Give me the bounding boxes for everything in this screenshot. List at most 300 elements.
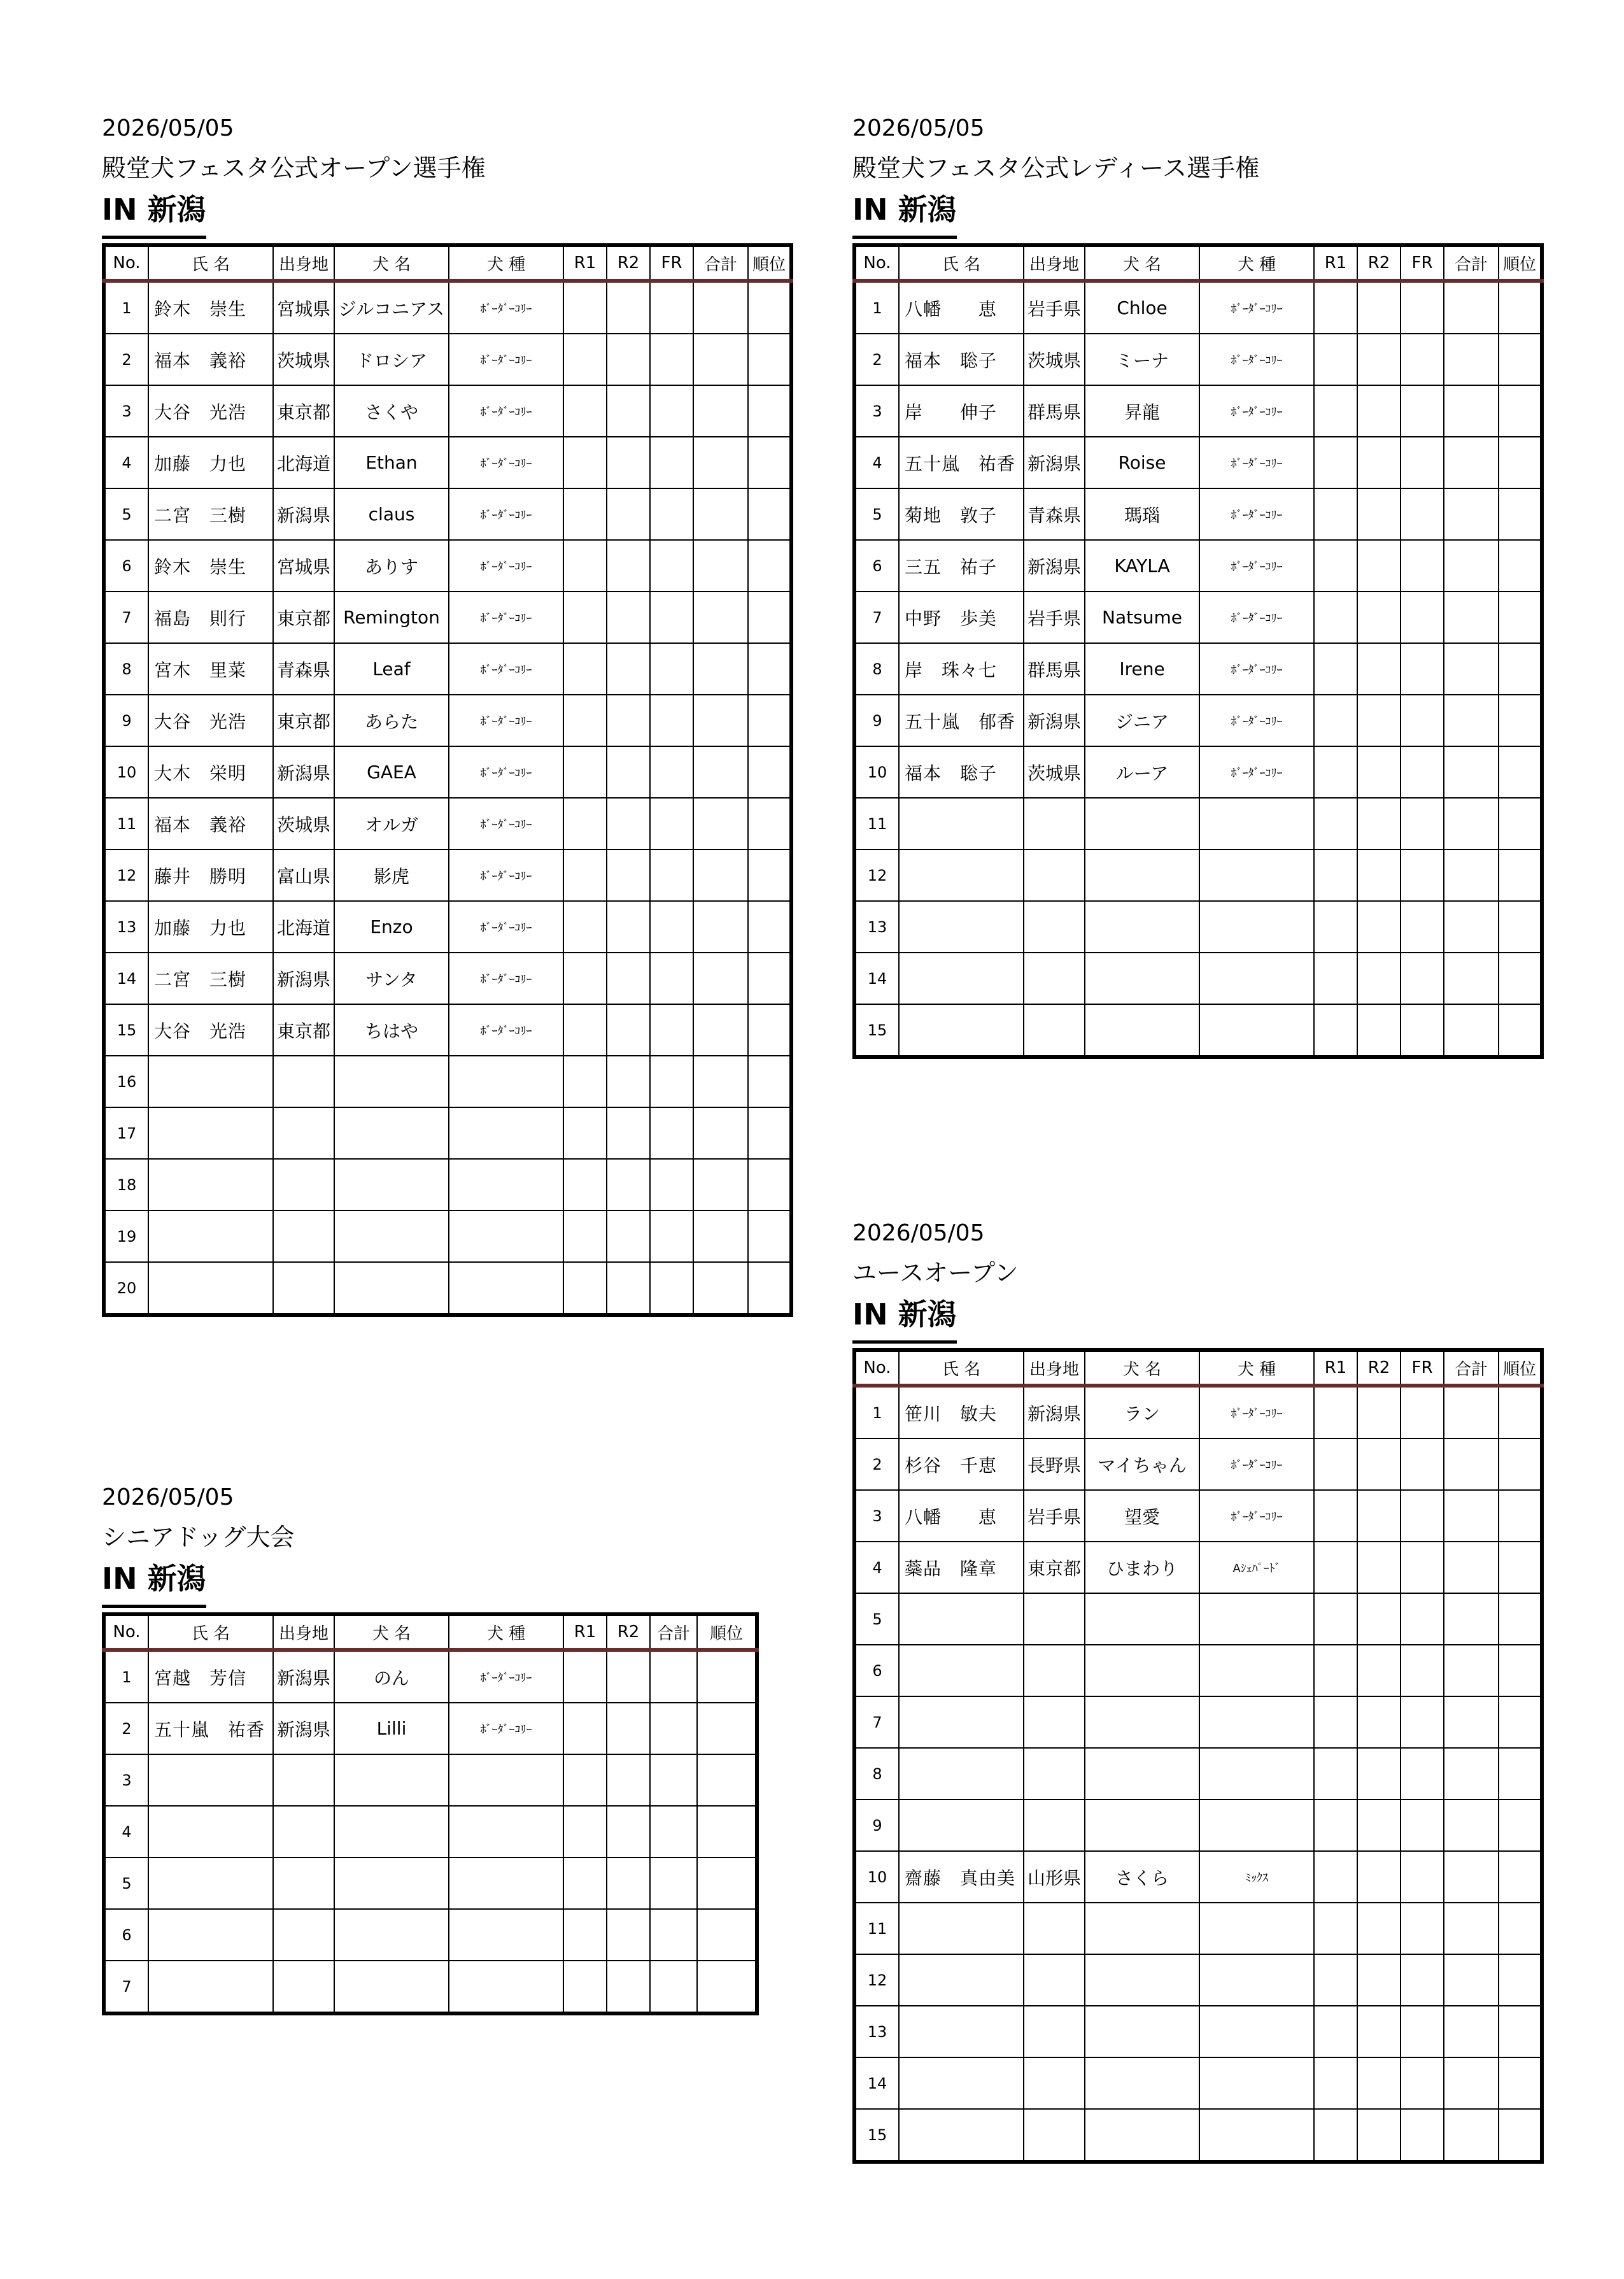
prefecture-cell — [1024, 1903, 1085, 1954]
score-cell — [563, 540, 607, 592]
score-cell — [1499, 2006, 1542, 2057]
dog-breed-cell: ﾎﾞｰﾀﾞｰｺﾘｰ — [1199, 695, 1314, 746]
score-cell — [1499, 1542, 1542, 1593]
score-cell — [563, 1210, 607, 1262]
dog-name-cell — [1085, 1696, 1199, 1748]
entry-number-cell: 11 — [854, 798, 899, 849]
column-header: 犬 名 — [1085, 1350, 1199, 1386]
dog-breed-cell — [1199, 849, 1314, 901]
handler-name-cell — [148, 1961, 273, 2013]
score-cell — [1401, 849, 1444, 901]
entry-number-cell: 2 — [854, 334, 899, 385]
score-cell — [1401, 385, 1444, 437]
entry-number-cell: 18 — [104, 1159, 148, 1210]
handler-name-cell — [899, 1696, 1024, 1748]
dog-breed-cell: ﾎﾞｰﾀﾞｰｺﾘｰ — [449, 437, 563, 488]
score-cell — [1314, 1954, 1357, 2006]
dog-breed-cell: ﾎﾞｰﾀﾞｰｺﾘｰ — [449, 746, 563, 798]
dog-name-cell: あらた — [334, 695, 449, 746]
score-cell — [693, 1159, 748, 1210]
open-section — [102, 115, 793, 1317]
score-cell — [1314, 2057, 1357, 2109]
column-header: 合計 — [1444, 245, 1499, 281]
score-cell — [1444, 2006, 1499, 2057]
score-cell — [1499, 488, 1542, 540]
score-cell — [1444, 849, 1499, 901]
score-cell — [693, 901, 748, 953]
column-header: FR — [650, 245, 693, 281]
score-cell — [607, 1857, 650, 1909]
entry-number-cell: 15 — [854, 1004, 899, 1057]
dog-name-cell: ちはや — [334, 1004, 449, 1056]
column-header: 犬 種 — [449, 245, 563, 281]
column-header: FR — [1401, 1350, 1444, 1386]
prefecture-cell: 群馬県 — [1024, 643, 1085, 695]
dog-breed-cell: ﾎﾞｰﾀﾞｰｺﾘｰ — [449, 592, 563, 643]
ladies-table — [852, 243, 1544, 1059]
entry-number-cell: 9 — [854, 1800, 899, 1851]
entry-number-cell: 10 — [854, 1851, 899, 1903]
dog-breed-cell: ﾎﾞｰﾀﾞｰｺﾘｰ — [449, 953, 563, 1004]
score-cell — [1314, 901, 1357, 953]
handler-name-cell: 宮越 芳信 — [148, 1650, 273, 1703]
column-header: 合計 — [693, 245, 748, 281]
score-cell — [693, 488, 748, 540]
score-cell — [748, 695, 791, 746]
score-cell — [650, 1262, 693, 1315]
handler-name-cell: 齋藤 真由美 — [899, 1851, 1024, 1903]
dog-name-cell — [334, 1056, 449, 1107]
dog-breed-cell: ﾎﾞｰﾀﾞｰｺﾘｰ — [449, 281, 563, 334]
score-cell — [1314, 1438, 1357, 1490]
score-cell — [1314, 1542, 1357, 1593]
column-header: No. — [854, 245, 899, 281]
prefecture-cell: 北海道 — [273, 437, 334, 488]
entry-number-cell: 8 — [104, 643, 148, 695]
entry-number-cell: 9 — [854, 695, 899, 746]
score-cell — [748, 1056, 791, 1107]
score-cell — [1444, 1903, 1499, 1954]
score-cell — [1499, 849, 1542, 901]
column-header: 出身地 — [273, 1614, 334, 1650]
score-cell — [1314, 1593, 1357, 1645]
score-cell — [748, 901, 791, 953]
dog-breed-cell: ﾎﾞｰﾀﾞｰｺﾘｰ — [449, 849, 563, 901]
score-cell — [748, 281, 791, 334]
score-cell — [1401, 334, 1444, 385]
table-row — [854, 1800, 1542, 1851]
youth-location: IN 新潟 — [852, 1298, 957, 1344]
handler-name-cell: 加藤 力也 — [148, 437, 273, 488]
youth-date: 2026/05/05 — [852, 1220, 985, 1246]
handler-name-cell: 二宮 三樹 — [148, 488, 273, 540]
dog-name-cell — [334, 1262, 449, 1315]
score-cell — [1357, 1438, 1401, 1490]
handler-name-cell: 加藤 力也 — [148, 901, 273, 953]
prefecture-cell: 茨城県 — [1024, 746, 1085, 798]
score-cell — [607, 488, 650, 540]
score-cell — [1401, 1593, 1444, 1645]
dog-breed-cell: ﾐｯｸｽ — [1199, 1851, 1314, 1903]
score-cell — [607, 1107, 650, 1159]
dog-breed-cell: ﾎﾞｰﾀﾞｰｺﾘｰ — [449, 540, 563, 592]
score-cell — [650, 488, 693, 540]
score-cell — [1314, 746, 1357, 798]
table-row — [104, 849, 791, 901]
score-cell — [650, 643, 693, 695]
prefecture-cell: 長野県 — [1024, 1438, 1085, 1490]
table-row — [104, 1754, 757, 1806]
score-cell — [650, 1210, 693, 1262]
score-cell — [748, 643, 791, 695]
dog-name-cell — [1085, 2057, 1199, 2109]
score-cell — [1444, 695, 1499, 746]
prefecture-cell: 新潟県 — [273, 1650, 334, 1703]
score-cell — [748, 437, 791, 488]
dog-breed-cell: ﾎﾞｰﾀﾞｰｺﾘｰ — [1199, 1438, 1314, 1490]
score-cell — [1499, 1438, 1542, 1490]
score-cell — [607, 1909, 650, 1961]
score-cell — [607, 334, 650, 385]
entry-number-cell: 7 — [854, 592, 899, 643]
score-cell — [1444, 798, 1499, 849]
table-row — [854, 798, 1542, 849]
score-cell — [1357, 1954, 1401, 2006]
dog-name-cell — [1085, 849, 1199, 901]
dog-name-cell: さくら — [1085, 1851, 1199, 1903]
score-cell — [1357, 1800, 1401, 1851]
prefecture-cell — [1024, 1954, 1085, 2006]
score-cell — [693, 1004, 748, 1056]
score-cell — [1499, 746, 1542, 798]
score-cell — [697, 1857, 757, 1909]
score-cell — [1444, 643, 1499, 695]
table-row — [854, 1748, 1542, 1800]
score-cell — [748, 540, 791, 592]
handler-name-cell: 大木 栄明 — [148, 746, 273, 798]
senior-section — [102, 1484, 759, 2015]
dog-breed-cell — [1199, 1800, 1314, 1851]
table-row — [854, 695, 1542, 746]
prefecture-cell — [1024, 901, 1085, 953]
dog-name-cell: ひまわり — [1085, 1542, 1199, 1593]
score-cell — [1357, 953, 1401, 1004]
dog-name-cell: claus — [334, 488, 449, 540]
score-cell — [1401, 1851, 1444, 1903]
score-cell — [563, 385, 607, 437]
column-header: 出身地 — [1024, 245, 1085, 281]
entry-number-cell: 14 — [854, 2057, 899, 2109]
table-row — [104, 592, 791, 643]
handler-name-cell: 八幡 恵 — [899, 1490, 1024, 1542]
entry-number-cell: 20 — [104, 1262, 148, 1315]
entry-number-cell: 4 — [854, 437, 899, 488]
dog-breed-cell — [1199, 1593, 1314, 1645]
prefecture-cell — [1024, 953, 1085, 1004]
score-cell — [1499, 1004, 1542, 1057]
score-cell — [693, 953, 748, 1004]
entry-number-cell: 13 — [854, 2006, 899, 2057]
prefecture-cell — [1024, 1748, 1085, 1800]
table-row — [854, 1954, 1542, 2006]
score-cell — [748, 953, 791, 1004]
score-cell — [607, 1159, 650, 1210]
dog-breed-cell: ﾎﾞｰﾀﾞｰｺﾘｰ — [1199, 1490, 1314, 1542]
score-cell — [563, 1703, 607, 1754]
score-cell — [1444, 2057, 1499, 2109]
score-cell — [1357, 385, 1401, 437]
dog-name-cell — [334, 1857, 449, 1909]
open-title: 殿堂犬フェスタ公式オープン選手権 — [102, 154, 486, 182]
table-row — [854, 488, 1542, 540]
dog-name-cell: 瑪瑙 — [1085, 488, 1199, 540]
score-cell — [1401, 1696, 1444, 1748]
column-header: 順位 — [697, 1614, 757, 1650]
dog-name-cell: オルガ — [334, 798, 449, 849]
youth-section — [852, 1219, 1544, 2164]
score-cell — [650, 592, 693, 643]
score-cell — [607, 1806, 650, 1857]
dog-name-cell — [334, 1909, 449, 1961]
column-header: 犬 名 — [334, 245, 449, 281]
entry-number-cell: 3 — [854, 385, 899, 437]
score-cell — [1357, 540, 1401, 592]
score-cell — [1401, 1386, 1444, 1438]
ladies-section — [852, 115, 1544, 1059]
ladies-title: 殿堂犬フェスタ公式レディース選手権 — [852, 154, 1260, 182]
score-cell — [693, 540, 748, 592]
score-cell — [1499, 2109, 1542, 2162]
score-cell — [1314, 1645, 1357, 1696]
score-cell — [693, 1262, 748, 1315]
table-row — [854, 1593, 1542, 1645]
score-cell — [693, 695, 748, 746]
dog-breed-cell — [449, 1857, 563, 1909]
score-cell — [650, 437, 693, 488]
dog-name-cell: Enzo — [334, 901, 449, 953]
score-cell — [1499, 334, 1542, 385]
handler-name-cell: 福本 義裕 — [148, 798, 273, 849]
prefecture-cell: 東京都 — [273, 385, 334, 437]
score-cell — [650, 695, 693, 746]
score-cell — [1444, 1004, 1499, 1057]
entry-number-cell: 2 — [104, 334, 148, 385]
score-cell — [693, 849, 748, 901]
score-cell — [650, 953, 693, 1004]
score-cell — [1499, 1386, 1542, 1438]
handler-name-cell — [899, 2006, 1024, 2057]
score-cell — [1444, 1386, 1499, 1438]
table-row — [854, 953, 1542, 1004]
dog-breed-cell — [449, 1806, 563, 1857]
score-cell — [607, 1703, 650, 1754]
score-cell — [650, 540, 693, 592]
score-cell — [1444, 437, 1499, 488]
dog-breed-cell: ﾎﾞｰﾀﾞｰｺﾘｰ — [1199, 643, 1314, 695]
column-header: 氏 名 — [148, 245, 273, 281]
open-location: IN 新潟 — [102, 194, 206, 239]
handler-name-cell — [899, 1903, 1024, 1954]
score-cell — [1357, 437, 1401, 488]
entry-number-cell: 2 — [854, 1438, 899, 1490]
score-cell — [1314, 695, 1357, 746]
dog-name-cell: ラン — [1085, 1386, 1199, 1438]
dog-name-cell: ドロシア — [334, 334, 449, 385]
dog-breed-cell: ﾎﾞｰﾀﾞｰｺﾘｰ — [449, 695, 563, 746]
youth-header-row — [854, 1350, 1542, 1386]
dog-name-cell — [334, 1961, 449, 2013]
handler-name-cell: 笹川 敏夫 — [899, 1386, 1024, 1438]
dog-name-cell: さくや — [334, 385, 449, 437]
score-cell — [1499, 798, 1542, 849]
score-cell — [1401, 2006, 1444, 2057]
table-row — [854, 643, 1542, 695]
dog-name-cell: Leaf — [334, 643, 449, 695]
score-cell — [1499, 1490, 1542, 1542]
score-cell — [693, 281, 748, 334]
score-cell — [1357, 2109, 1401, 2162]
entry-number-cell: 12 — [854, 1954, 899, 2006]
handler-name-cell — [148, 1909, 273, 1961]
dog-breed-cell — [1199, 2057, 1314, 2109]
table-row — [104, 1004, 791, 1056]
dog-breed-cell — [449, 1210, 563, 1262]
prefecture-cell: 新潟県 — [273, 746, 334, 798]
score-cell — [1401, 592, 1444, 643]
column-header: No. — [104, 245, 148, 281]
score-cell — [650, 1650, 697, 1703]
column-header: 犬 種 — [449, 1614, 563, 1650]
score-cell — [650, 1961, 697, 2013]
table-row — [854, 1903, 1542, 1954]
prefecture-cell: 東京都 — [273, 592, 334, 643]
score-cell — [1499, 695, 1542, 746]
dog-breed-cell: ﾎﾞｰﾀﾞｰｺﾘｰ — [449, 385, 563, 437]
table-row — [104, 488, 791, 540]
score-cell — [650, 849, 693, 901]
dog-breed-cell — [1199, 1696, 1314, 1748]
score-cell — [748, 592, 791, 643]
handler-name-cell: 二宮 三樹 — [148, 953, 273, 1004]
entry-number-cell: 6 — [854, 540, 899, 592]
dog-name-cell: ジニア — [1085, 695, 1199, 746]
dog-name-cell: 昇龍 — [1085, 385, 1199, 437]
handler-name-cell — [148, 1159, 273, 1210]
score-cell — [748, 746, 791, 798]
score-cell — [1314, 437, 1357, 488]
score-cell — [1357, 849, 1401, 901]
score-cell — [1499, 2057, 1542, 2109]
prefecture-cell: 新潟県 — [1024, 695, 1085, 746]
column-header: 氏 名 — [899, 1350, 1024, 1386]
score-cell — [1314, 953, 1357, 1004]
score-cell — [1401, 1004, 1444, 1057]
score-cell — [650, 385, 693, 437]
score-cell — [650, 1056, 693, 1107]
score-cell — [748, 1210, 791, 1262]
score-cell — [1357, 488, 1401, 540]
score-cell — [650, 1857, 697, 1909]
ladies-header-row — [854, 245, 1542, 281]
column-header: 犬 種 — [1199, 1350, 1314, 1386]
dog-breed-cell: ﾎﾞｰﾀﾞｰｺﾘｰ — [449, 1650, 563, 1703]
score-cell — [650, 1754, 697, 1806]
score-cell — [693, 643, 748, 695]
score-cell — [650, 901, 693, 953]
prefecture-cell — [273, 1262, 334, 1315]
score-cell — [1401, 1800, 1444, 1851]
table-row — [104, 540, 791, 592]
handler-name-cell: 宮木 里菜 — [148, 643, 273, 695]
senior-header-row — [104, 1614, 757, 1650]
youth-table — [852, 1348, 1544, 2164]
dog-name-cell: のん — [334, 1650, 449, 1703]
score-cell — [1401, 540, 1444, 592]
score-cell — [1444, 281, 1499, 334]
entry-number-cell: 10 — [854, 746, 899, 798]
prefecture-cell: 東京都 — [273, 1004, 334, 1056]
score-cell — [748, 334, 791, 385]
table-row — [854, 540, 1542, 592]
score-cell — [1357, 1386, 1401, 1438]
score-cell — [1357, 281, 1401, 334]
prefecture-cell — [273, 1056, 334, 1107]
score-cell — [1499, 1903, 1542, 1954]
handler-name-cell: 大谷 光浩 — [148, 1004, 273, 1056]
score-cell — [1444, 1696, 1499, 1748]
entry-number-cell: 2 — [104, 1703, 148, 1754]
column-header: R1 — [1314, 1350, 1357, 1386]
prefecture-cell — [1024, 1593, 1085, 1645]
column-header: No. — [104, 1614, 148, 1650]
prefecture-cell: 北海道 — [273, 901, 334, 953]
column-header: No. — [854, 1350, 899, 1386]
score-cell — [1314, 385, 1357, 437]
score-cell — [1314, 592, 1357, 643]
score-cell — [693, 437, 748, 488]
prefecture-cell: 山形県 — [1024, 1851, 1085, 1903]
dog-name-cell: Natsume — [1085, 592, 1199, 643]
score-cell — [697, 1806, 757, 1857]
entry-number-cell: 13 — [104, 901, 148, 953]
column-header: R2 — [607, 1614, 650, 1650]
entry-number-cell: 7 — [104, 1961, 148, 2013]
entry-number-cell: 3 — [104, 1754, 148, 1806]
score-cell — [1357, 1004, 1401, 1057]
score-cell — [1401, 1645, 1444, 1696]
score-cell — [1401, 1903, 1444, 1954]
score-cell — [563, 437, 607, 488]
prefecture-cell: 新潟県 — [1024, 1386, 1085, 1438]
column-header: FR — [1401, 245, 1444, 281]
score-cell — [1499, 1593, 1542, 1645]
column-header: R1 — [563, 1614, 607, 1650]
prefecture-cell: 群馬県 — [1024, 385, 1085, 437]
score-cell — [1314, 488, 1357, 540]
prefecture-cell — [273, 1107, 334, 1159]
table-row — [854, 334, 1542, 385]
score-cell — [1357, 2006, 1401, 2057]
entry-number-cell: 1 — [854, 281, 899, 334]
score-cell — [697, 1703, 757, 1754]
table-row — [104, 1806, 757, 1857]
score-cell — [607, 1754, 650, 1806]
score-cell — [693, 1107, 748, 1159]
score-cell — [650, 1806, 697, 1857]
handler-name-cell: 五十嵐 郁香 — [899, 695, 1024, 746]
score-cell — [1401, 1490, 1444, 1542]
dog-breed-cell — [1199, 953, 1314, 1004]
